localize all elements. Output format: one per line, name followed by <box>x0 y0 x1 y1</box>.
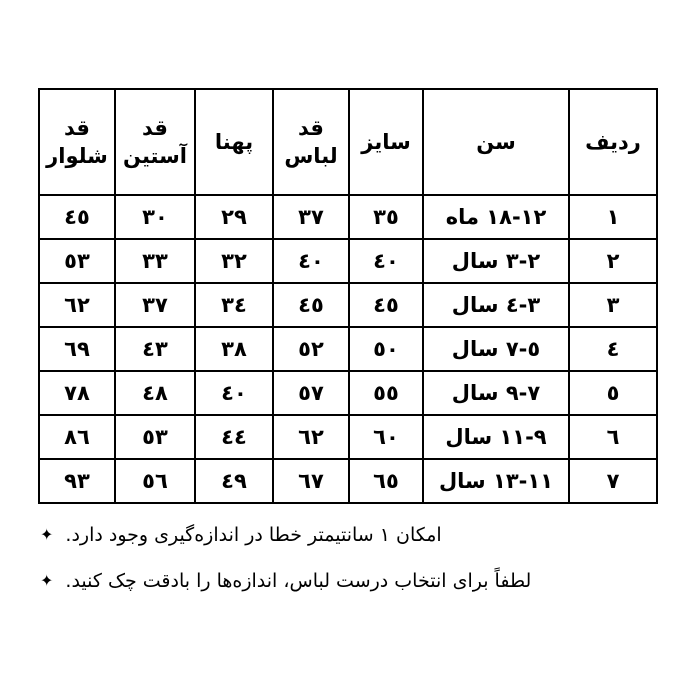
column-header-sleeve-length <box>115 89 195 195</box>
table-body <box>39 195 657 503</box>
table-row <box>39 283 657 327</box>
table-header-row <box>39 89 657 195</box>
cell-sleeve-length: ٤٣ <box>115 327 195 371</box>
column-header-age-line1: سن <box>476 129 516 154</box>
cell-age: ٥-٧ سال <box>423 327 569 371</box>
cell-size: ٣٥ <box>349 195 423 239</box>
cell-dress-length: ٥٧ <box>273 371 349 415</box>
diamond-bullet-icon: ✦ <box>40 525 54 544</box>
cell-width: ٤٠ <box>195 371 273 415</box>
cell-width: ٣٢ <box>195 239 273 283</box>
cell-sleeve-length: ٣٣ <box>115 239 195 283</box>
cell-dress-length: ٥٢ <box>273 327 349 371</box>
cell-pants-length: ٧٨ <box>39 371 115 415</box>
size-table <box>38 88 658 504</box>
cell-age: ٣-٤ سال <box>423 283 569 327</box>
column-header-pants-length-line1: قد <box>64 115 90 140</box>
cell-row-no: ١ <box>569 195 657 239</box>
cell-age: ١١-١٣ سال <box>423 459 569 503</box>
column-header-size-line1: سایز <box>361 129 411 154</box>
cell-pants-length: ٩٣ <box>39 459 115 503</box>
table-header <box>39 89 657 195</box>
column-header-age <box>423 89 569 195</box>
cell-dress-length: ٦٧ <box>273 459 349 503</box>
cell-pants-length: ٦٩ <box>39 327 115 371</box>
cell-pants-length: ٦٢ <box>39 283 115 327</box>
size-table-container <box>40 88 658 504</box>
cell-width: ٣٨ <box>195 327 273 371</box>
cell-sleeve-length: ٣٠ <box>115 195 195 239</box>
cell-pants-length: ٤٥ <box>39 195 115 239</box>
note-text: لطفاً برای انتخاب درست لباس، اندازه‌ها را بادقت چک کنید. <box>65 570 532 593</box>
cell-age: ٩-١١ سال <box>423 415 569 459</box>
cell-age: ١٢-١٨ ماه <box>423 195 569 239</box>
cell-size: ٦٥ <box>349 459 423 503</box>
cell-size: ٥٠ <box>349 327 423 371</box>
column-header-pants-length <box>39 89 115 195</box>
cell-row-no: ٥ <box>569 371 657 415</box>
note-text: امکان ١ سانتیمتر خطا در اندازه‌گیری وجود دارد. <box>65 524 442 546</box>
cell-width: ٣٤ <box>195 283 273 327</box>
note-item <box>40 566 658 596</box>
cell-age: ٢-٣ سال <box>423 239 569 283</box>
column-header-width-line1: پهنا <box>214 129 254 154</box>
cell-pants-length: ٥٣ <box>39 239 115 283</box>
column-header-row-no-line1: ردیف <box>585 129 641 154</box>
cell-row-no: ٤ <box>569 327 657 371</box>
cell-pants-length: ٨٦ <box>39 415 115 459</box>
cell-sleeve-length: ٥٣ <box>115 415 195 459</box>
table-row <box>39 195 657 239</box>
column-header-size <box>349 89 423 195</box>
cell-dress-length: ٦٢ <box>273 415 349 459</box>
column-header-sleeve-length-line2: آستین <box>123 144 187 168</box>
cell-width: ٤٤ <box>195 415 273 459</box>
cell-size: ٥٥ <box>349 371 423 415</box>
cell-sleeve-length: ٣٧ <box>115 283 195 327</box>
cell-sleeve-length: ٥٦ <box>115 459 195 503</box>
cell-size: ٦٠ <box>349 415 423 459</box>
note-item <box>40 520 658 550</box>
cell-dress-length: ٤٠ <box>273 239 349 283</box>
cell-row-no: ٢ <box>569 239 657 283</box>
column-header-pants-length-line2: شلوار <box>46 144 108 168</box>
table-row <box>39 415 657 459</box>
table-row <box>39 459 657 503</box>
notes-section <box>40 520 658 613</box>
cell-size: ٤٥ <box>349 283 423 327</box>
cell-sleeve-length: ٤٨ <box>115 371 195 415</box>
column-header-row-no <box>569 89 657 195</box>
column-header-sleeve-length-line1: قد <box>142 115 168 140</box>
cell-width: ٢٩ <box>195 195 273 239</box>
column-header-dress-length-line2: لباس <box>284 144 338 168</box>
table-row <box>39 239 657 283</box>
column-header-dress-length <box>273 89 349 195</box>
cell-dress-length: ٣٧ <box>273 195 349 239</box>
cell-dress-length: ٤٥ <box>273 283 349 327</box>
table-row <box>39 371 657 415</box>
column-header-width <box>195 89 273 195</box>
table-row <box>39 327 657 371</box>
diamond-bullet-icon: ✦ <box>40 571 54 591</box>
cell-age: ٧-٩ سال <box>423 371 569 415</box>
cell-row-no: ٦ <box>569 415 657 459</box>
column-header-dress-length-line1: قد <box>298 115 324 140</box>
cell-size: ٤٠ <box>349 239 423 283</box>
cell-width: ٤٩ <box>195 459 273 503</box>
cell-row-no: ٣ <box>569 283 657 327</box>
cell-row-no: ٧ <box>569 459 657 503</box>
